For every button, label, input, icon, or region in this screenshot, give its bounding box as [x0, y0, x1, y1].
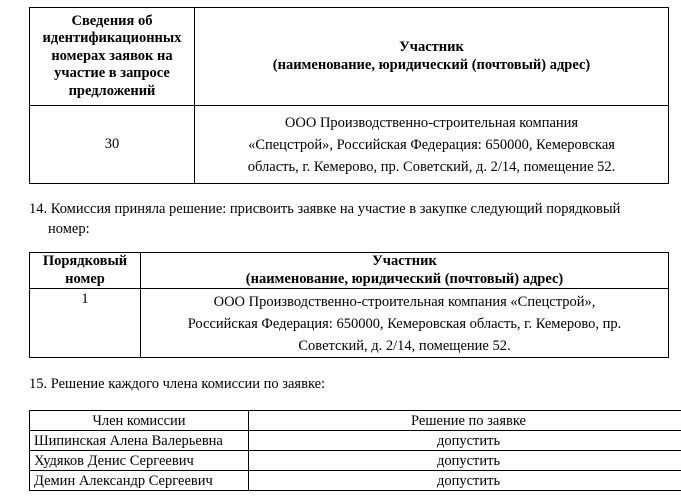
- participant-line: область, г. Кемерово, пр. Советский, д. 2/14, помещение 52.: [247, 158, 616, 175]
- application-number-cell: 30: [30, 106, 195, 184]
- table-row: [30, 471, 681, 491]
- section-15-title: 15. Решение каждого члена комиссии по заявке:: [29, 376, 326, 392]
- ranking-table: [29, 252, 669, 358]
- section-14-paragraph: [29, 199, 681, 239]
- decisions-header-row: [30, 411, 681, 431]
- application-number-header: Сведения об идентификационных номерах заявок на участие в запросе предложений: [30, 8, 195, 106]
- table-row: [30, 451, 681, 471]
- applications-table: [29, 7, 669, 184]
- ordinal-number-header: Порядковый номер: [30, 253, 141, 289]
- participant-line: «Спецстрой», Российская Федерация: 650000, Кемеровская: [248, 136, 615, 153]
- table-row: [30, 289, 669, 358]
- member-name: Худяков Денис Сергеевич: [30, 451, 249, 471]
- member-decision: допустить: [249, 431, 681, 451]
- participant-cell: [141, 289, 669, 358]
- participant-cell: [195, 106, 669, 184]
- participant-line: Российская Федерация: 650000, Кемеровская область, г. Кемерово, пр.: [187, 316, 622, 332]
- table-row: [30, 106, 669, 184]
- member-decision: допустить: [249, 451, 681, 471]
- participant-header-title: Участник: [399, 39, 464, 55]
- commission-decisions-table: [29, 410, 681, 491]
- section-14-line: номер:: [48, 221, 90, 237]
- participant-header-subtitle: (наименование, юридический (почтовый) адрес): [272, 56, 591, 73]
- participant-header-subtitle: (наименование, юридический (почтовый) адрес): [245, 270, 564, 287]
- ordinal-number-cell: 1: [30, 289, 141, 358]
- member-header: Член комиссии: [30, 411, 249, 431]
- ranking-table-header-row: [30, 253, 669, 289]
- decision-header: Решение по заявке: [249, 411, 681, 431]
- section-14-line: 14. Комиссия приняла решение: присвоить заявке на участие в закупке следующий порядковый: [29, 201, 621, 217]
- participant-header-title: Участник: [372, 253, 437, 269]
- participant-header: [141, 253, 669, 289]
- member-name: Шипинская Алена Валерьевна: [30, 431, 249, 451]
- participant-line: Советский, д. 2/14, помещение 52.: [298, 338, 511, 354]
- participant-header: [195, 8, 669, 106]
- member-name: Демин Александр Сергеевич: [30, 471, 249, 491]
- table-row: [30, 431, 681, 451]
- member-decision: допустить: [249, 471, 681, 491]
- applications-table-header-row: [30, 8, 669, 106]
- participant-line: ООО Производственно-строительная компания «Спецстрой»,: [213, 294, 596, 310]
- participant-line: ООО Производственно-строительная компания: [284, 114, 579, 131]
